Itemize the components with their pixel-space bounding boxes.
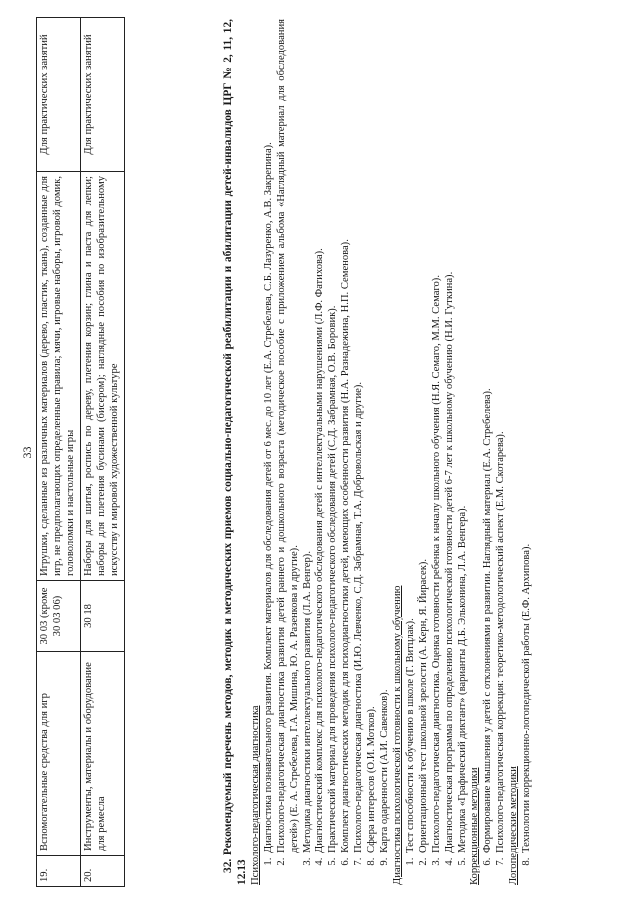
list-item: 1. Тест способности к обучению в школе (Г. Витцлак). bbox=[405, 19, 418, 855]
table-row bbox=[37, 18, 81, 887]
list-item: 5. Практический материал для проведения психолого-педагогического обследования детей (С.Д. Забрамная, О.В. Боровик). bbox=[327, 19, 340, 855]
group-heading: Коррекционные методики bbox=[469, 767, 481, 885]
row-description: Наборы для шитья, роспись по дереву, плетения корзин; глина и паста для лепки; наборы для плетения бусинами (бисером); наглядные пособия по изобразительному искусству и мировой художественной культуре bbox=[80, 172, 124, 581]
list-item: 3. Методика диагностики интеллектуального развития (Л.А. Венгер). bbox=[302, 19, 315, 855]
list-item: 5. Методика «Графический диктант» (варианты Д.Б. Эльконина, Л.А. Венгера). bbox=[457, 19, 470, 855]
row-code: 30 03 (кроме 30 03 06) bbox=[37, 581, 81, 652]
list-item: 6. Формирование мышления у детей с отклонениями в развитии. Наглядный материал (Е.А. Стребелева). bbox=[482, 19, 495, 855]
list-item: 2. Ориентационный тест школьной зрелости (А. Керн, Я. Йирасек). bbox=[418, 19, 431, 855]
list-item: 8. Сфера интересов (О.И. Мотков). bbox=[366, 19, 379, 855]
row-purpose: Для практических занятий bbox=[37, 18, 81, 172]
method-list bbox=[521, 19, 534, 885]
list-item: 2. Психолого-педагогическая диагностика развития детей раннего и дошкольного возраста (методическое пособие с приложением альбома «Наглядный материал для обследования детей») (Е. А. Стребелева, Г.А. Мишина, Ю. А. Разенкова и другие). bbox=[276, 19, 302, 855]
group-heading: Психолого-педагогическая диагностика bbox=[249, 705, 261, 885]
group-heading: Логопедические методики bbox=[508, 766, 520, 885]
row-description: Игрушки, сделанные из различных материалов (дерево, пластик, ткань), созданные для игр, не предполагающих определенные правила; мячи, игровые наборы, игровой домик, головоломки и настольные игры bbox=[37, 172, 81, 581]
row-number: 19. bbox=[37, 856, 81, 887]
rehab-equipment-table bbox=[36, 17, 125, 887]
list-item: 1. Диагностика познавательного развития. Комплект материалов для обследования детей от 6 мес. до 10 лет (Е.А. Стребелева, С.Б. Лазуренко, А.В. Закрепина). bbox=[263, 19, 276, 855]
row-purpose: Для практических занятий bbox=[80, 18, 124, 172]
group-heading: Диагностика психологической готовности к школьному обучению bbox=[391, 585, 403, 885]
method-list bbox=[405, 19, 470, 885]
method-list bbox=[263, 19, 392, 885]
row-code: 30 18 bbox=[80, 581, 124, 652]
section-title: 32. Рекомендуемый перечень методов, методик и методических приемов социально-педагогической реабилитации и абилитации детей-инвалидов ЦРГ № 2, 11, 12, 12.13 bbox=[222, 19, 248, 885]
row-number: 20. bbox=[80, 856, 124, 887]
table-row bbox=[80, 18, 124, 887]
list-item: 3. Психолого-педагогическая диагностика. Оценка готовности ребенка к началу школьного обучения (Н.Я. Семаго, М.М. Семаго). bbox=[431, 19, 444, 855]
list-item: 4. Диагностическая программа по определению психологической готовности детей 6-7 лет к школьному обучению (Н.И. Гуткина). bbox=[444, 19, 457, 855]
row-name: Вспомогательные средства для игр bbox=[37, 652, 81, 856]
list-item: 4. Диагностический комплекс для психолого-педагогического обследования детей с интеллектуальными нарушениями (Л.Ф. Фатихова). bbox=[314, 19, 327, 855]
row-name: Инструменты, материалы и оборудование для ремесла bbox=[80, 652, 124, 856]
method-list bbox=[482, 19, 508, 885]
method-groups bbox=[250, 19, 534, 885]
list-item: 6. Комплект диагностических методик для психодиагностики детей, имеющих особенности развития (Н.А. Разнадежина, Н.П. Семенова). bbox=[340, 19, 353, 855]
page-number: 33 bbox=[20, 446, 34, 459]
list-item: 9. Карта одаренности (А.И. Савенков). bbox=[379, 19, 392, 855]
list-item: 7. Психолого-педагогическая диагностика (И.Ю. Левченко, С.Д. Забрамная, Т.А. Добровольская и другие). bbox=[353, 19, 366, 855]
methods-section bbox=[222, 19, 534, 885]
list-item: 7. Психолого-педагогическая коррекция: теоретико-методологический аспект (Е.М. Скотарева). bbox=[495, 19, 508, 855]
list-item: 8. Технологии коррекционно-логопедической работы (Е.Ф. Архипова). bbox=[521, 19, 534, 855]
